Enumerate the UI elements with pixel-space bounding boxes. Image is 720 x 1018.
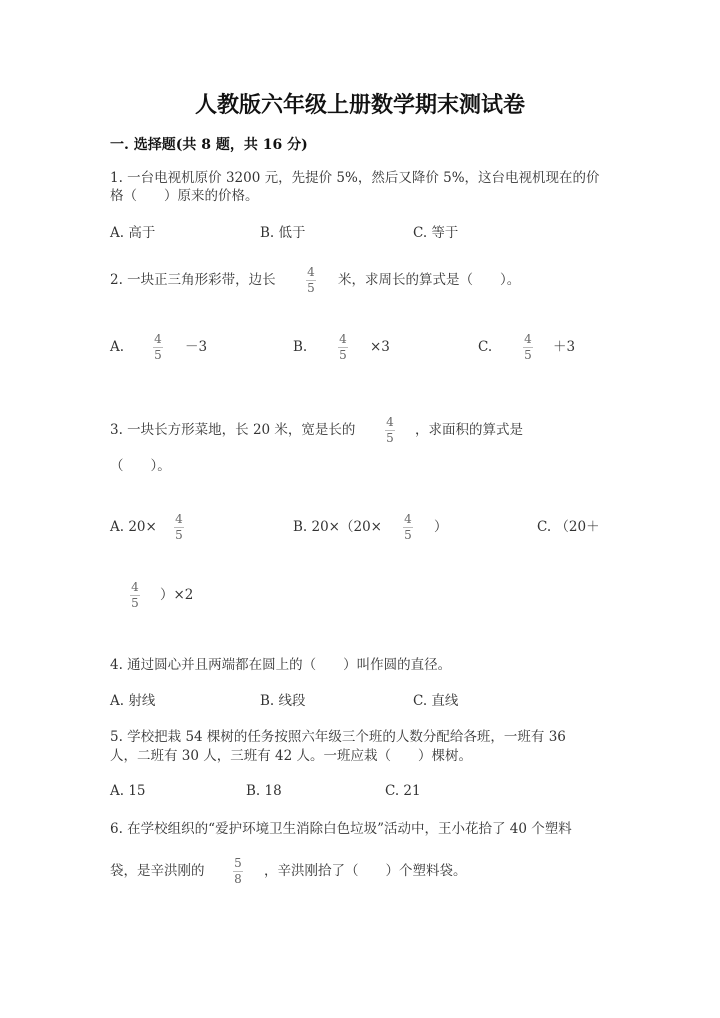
q2-option-c-op: ＋3: [553, 339, 576, 355]
fraction: 4 5: [524, 332, 532, 362]
question-3-text-end: ，求面积的算式是: [415, 422, 523, 438]
question-2-text: 2. 一块正三角形彩带，边长: [110, 272, 276, 288]
q3-option-c-end: ）×2: [160, 587, 194, 603]
q2-option-a-op: －3: [185, 339, 208, 355]
q3-option-c: C. （20＋: [537, 519, 600, 535]
question-6-text: 袋，是辛洪刚的: [110, 863, 205, 879]
question-6-text-end: ，辛洪刚拾了（ ）个塑料袋。: [264, 863, 467, 879]
fraction: 4 5: [404, 512, 412, 542]
fraction: 4 5: [154, 332, 162, 362]
section-heading: 一. 选择题(共 8 题，共 16 分): [110, 137, 308, 153]
question-4-text: 4. 通过圆心并且两端都在圆上的（ ）叫作圆的直径。: [110, 657, 452, 673]
q2-option-b: B.: [293, 339, 308, 355]
q4-option-b: B. 线段: [260, 693, 306, 709]
q5-option-c: C. 21: [385, 783, 421, 799]
question-5-line-1: 5. 学校把栽 54 棵树的任务按照六年级三个班的人数分配给各班，一班有 36: [110, 729, 566, 745]
q1-option-b: B. 低于: [260, 225, 306, 241]
fraction: 4 5: [307, 265, 315, 295]
question-6-line-1: 6. 在学校组织的“爱护环境卫生消除白色垃圾”活动中，王小花拾了 40 个塑料: [110, 821, 572, 837]
q1-option-c: C. 等于: [413, 225, 459, 241]
fraction: 5 8: [234, 856, 242, 886]
page-title: 人教版六年级上册数学期末测试卷: [194, 93, 525, 118]
question-2-text-end: 米，求周长的算式是（ ）。: [338, 272, 521, 288]
q4-option-c: C. 直线: [413, 693, 459, 709]
q2-option-c: C.: [478, 339, 493, 355]
q2-option-b-op: ×3: [370, 339, 390, 355]
question-1-line-2: 格（ ）原来的价格。: [110, 188, 259, 204]
question-1-line-1: 1. 一台电视机原价 3200 元，先提价 5%，然后又降价 5%，这台电视机现在的价: [110, 170, 600, 186]
fraction: 4 5: [386, 415, 394, 445]
q3-option-b-end: ）: [434, 519, 448, 535]
q5-option-b: B. 18: [246, 783, 282, 799]
q2-option-a: A.: [110, 339, 125, 355]
q4-option-a: A. 射线: [110, 693, 156, 709]
question-3-text: 3. 一块长方形菜地，长 20 米，宽是长的: [110, 422, 356, 438]
question-3-line-2: （ ）。: [110, 458, 171, 474]
fraction: 4 5: [175, 512, 183, 542]
q3-option-b: B. 20×（20×: [293, 519, 382, 535]
q3-option-a: A. 20×: [110, 519, 157, 535]
q5-option-a: A. 15: [110, 783, 146, 799]
question-5-line-2: 人，二班有 30 人，三班有 42 人。一班应栽（ ）棵树。: [110, 748, 473, 764]
fraction: 4 5: [339, 332, 347, 362]
fraction: 4 5: [131, 580, 139, 610]
q1-option-a: A. 高于: [110, 225, 156, 241]
